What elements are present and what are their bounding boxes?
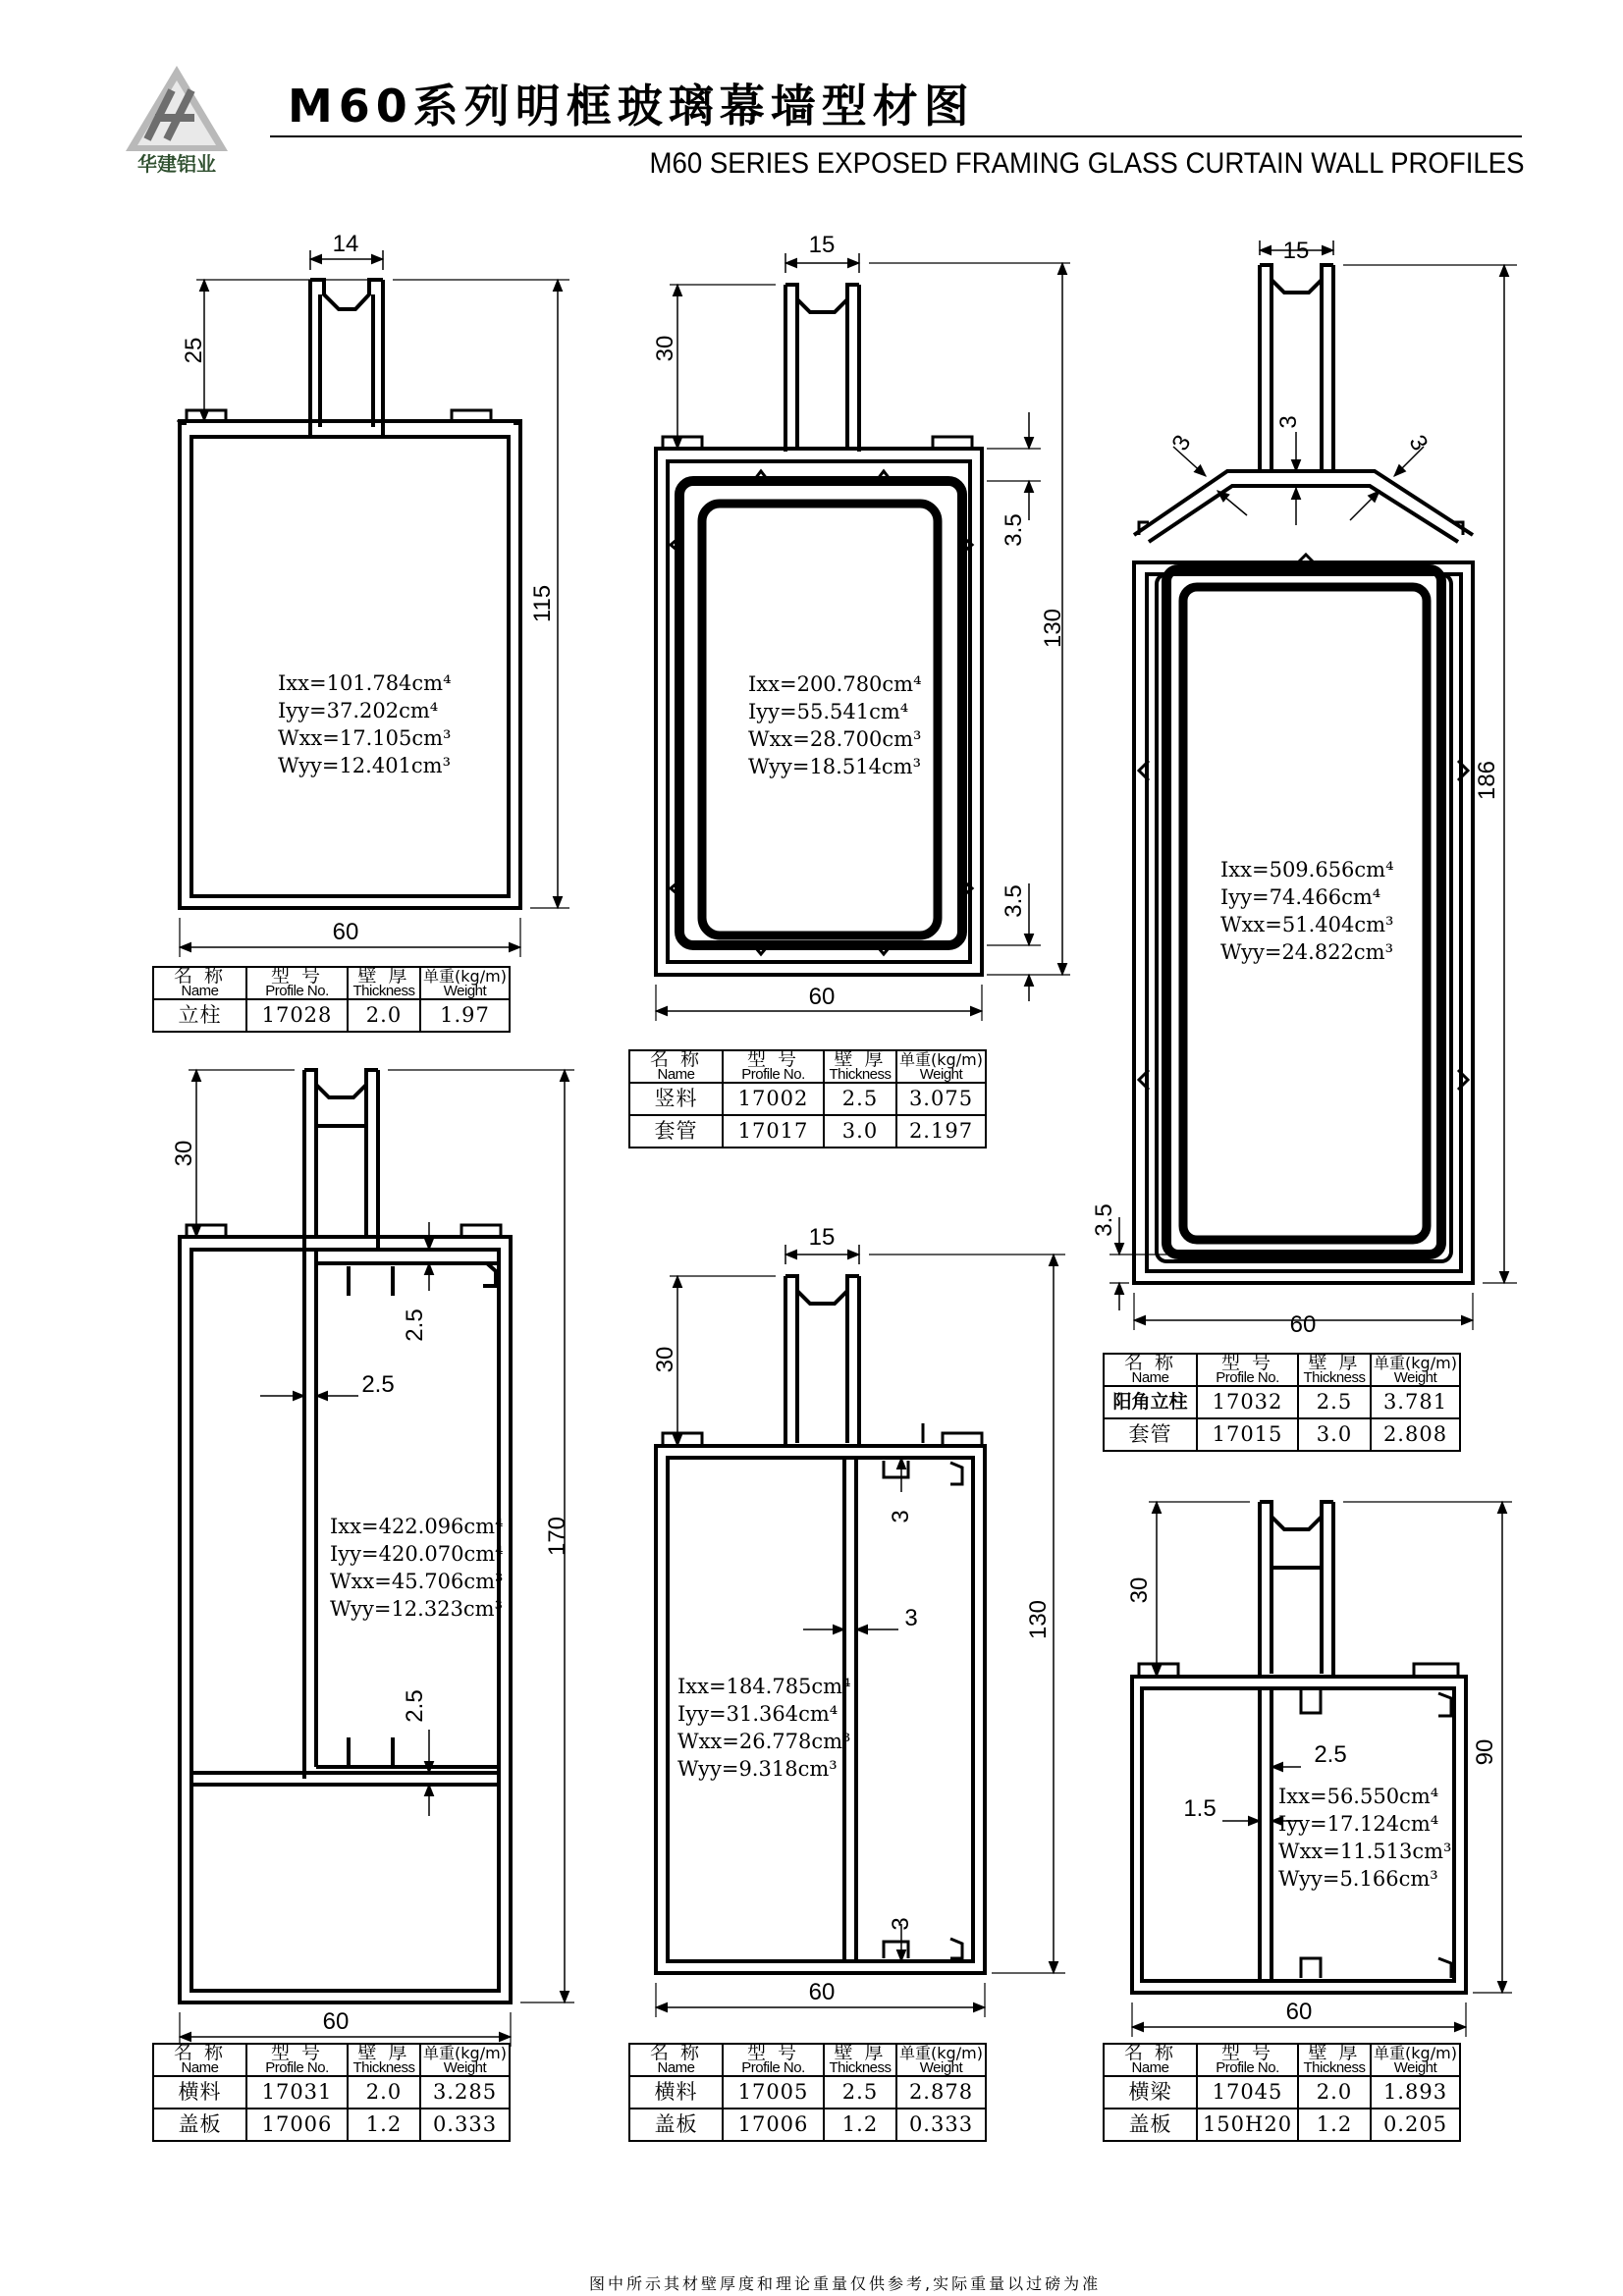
cell-weight: 2.878 (896, 2076, 986, 2109)
header-thickness-cn: 壁 厚 (834, 2041, 887, 2063)
dim-stem-height: 30 (652, 335, 678, 362)
table-row (1104, 2076, 1460, 2109)
cell-weight: 3.285 (420, 2076, 510, 2109)
cell-thickness: 3.0 (1298, 1418, 1371, 1451)
cell-thickness: 3.0 (824, 1115, 896, 1148)
cell-profile-no: 17005 (723, 2076, 824, 2109)
cell-thickness: 2.5 (824, 1083, 896, 1115)
header-name-en: Name (1131, 2058, 1169, 2076)
dim-top-width: 14 (332, 231, 359, 257)
header-thickness-cn: 壁 厚 (357, 964, 410, 987)
header-thickness-cn: 壁 厚 (834, 1047, 887, 1070)
header-name-en: Name (181, 982, 219, 999)
prop-wxx: Wxx=51.404cm³ (1220, 913, 1394, 936)
header-profile-cn: 型 号 (746, 1047, 800, 1070)
header-name-cn: 名 称 (649, 1047, 703, 1070)
header-weight-cn: 单重(kg/m) (1374, 2043, 1457, 2062)
dim-width: 60 (808, 1979, 836, 2005)
dim-wall-top: 3 (888, 1510, 914, 1523)
header-weight-en: Weight (1393, 1368, 1437, 1386)
dim-gap: 3.5 (1091, 1203, 1117, 1237)
header-name-cn: 名 称 (1123, 1351, 1177, 1373)
cell-name: 盖板 (153, 2109, 246, 2141)
header-profile-cn: 型 号 (1220, 2041, 1274, 2063)
cell-profile-no: 150H20 (1197, 2109, 1298, 2141)
dim-top-width: 15 (808, 1224, 836, 1251)
spec-table-17028 (152, 966, 511, 1033)
prop-iyy: Iyy=55.541cm⁴ (748, 700, 909, 723)
dim-top-width: 15 (1282, 238, 1310, 264)
header-weight-cn: 单重(kg/m) (423, 2043, 507, 2062)
cell-profile-no: 17028 (246, 999, 348, 1032)
prop-wyy: Wyy=12.323cm³ (330, 1597, 504, 1621)
header-thickness-en: Thickness (1303, 1368, 1366, 1386)
table-row (153, 999, 510, 1032)
header-name-en: Name (657, 2058, 695, 2076)
header-thickness-en: Thickness (1303, 2058, 1366, 2076)
header-thickness-en: Thickness (829, 2058, 892, 2076)
table-row (1104, 2109, 1460, 2141)
header-thickness-en: Thickness (352, 2058, 415, 2076)
dim-width: 60 (808, 984, 836, 1010)
section-properties-17005 (677, 1675, 851, 1781)
dim-total-height: 170 (544, 1516, 570, 1557)
cell-profile-no: 17032 (1197, 1386, 1298, 1418)
cell-name: 套管 (1104, 1418, 1197, 1451)
cell-weight: 1.893 (1371, 2076, 1460, 2109)
prop-wxx: Wxx=26.778cm³ (677, 1730, 851, 1753)
cell-name: 套管 (629, 1115, 723, 1148)
dim-wall-left: 1.5 (1183, 1795, 1217, 1822)
dim-top-width: 15 (808, 232, 836, 258)
header-profile-en: Profile No. (265, 982, 329, 999)
prop-iyy: Iyy=37.202cm⁴ (278, 699, 439, 722)
table-row (153, 2109, 510, 2141)
table-row (153, 2076, 510, 2109)
dim-total-height: 130 (1040, 608, 1066, 649)
dim-wall-mid: 2.5 (361, 1371, 395, 1398)
dim-width: 60 (322, 2008, 350, 2035)
dim-width: 60 (1289, 1311, 1317, 1338)
cell-thickness: 2.5 (1298, 1386, 1371, 1418)
header-weight-en: Weight (919, 1065, 963, 1083)
header-weight-cn: 单重(kg/m) (899, 1049, 983, 1069)
cell-name: 竖料 (629, 1083, 723, 1115)
profile-17005-drawing (656, 1245, 1065, 2017)
dim-wall-right: 3 (1403, 430, 1434, 455)
dim-wall-mid: 3 (904, 1605, 918, 1631)
cell-profile-no: 17017 (723, 1115, 824, 1148)
dim-stem-height: 30 (1126, 1576, 1153, 1604)
header-thickness-en: Thickness (829, 1065, 892, 1083)
prop-ixx: Ixx=200.780cm⁴ (748, 672, 922, 696)
cell-weight: 1.97 (420, 999, 510, 1032)
section-properties-17032 (1220, 858, 1394, 964)
section-properties-17045 (1278, 1785, 1451, 1891)
cell-thickness: 2.0 (1298, 2076, 1371, 2109)
header-profile-cn: 型 号 (746, 2041, 800, 2063)
header-weight-en: Weight (443, 2058, 487, 2076)
dim-stem-height: 30 (652, 1346, 678, 1373)
prop-ixx: Ixx=509.656cm⁴ (1220, 858, 1394, 881)
header-thickness-cn: 壁 厚 (1308, 2041, 1361, 2063)
spec-table-17005 (628, 2043, 987, 2142)
dim-wall-mid: 3 (1275, 415, 1302, 429)
cell-profile-no: 17006 (723, 2109, 824, 2141)
cell-name: 阳角立柱 (1104, 1386, 1197, 1418)
dim-total-height: 130 (1025, 1599, 1052, 1640)
section-properties-17031 (330, 1515, 504, 1621)
cell-name: 横梁 (1104, 2076, 1197, 2109)
header-profile-en: Profile No. (741, 2058, 805, 2076)
cell-name: 盖板 (1104, 2109, 1197, 2141)
prop-wyy: Wyy=24.822cm³ (1220, 940, 1394, 964)
dim-total-height: 90 (1472, 1738, 1498, 1766)
profile-17032-drawing (1109, 240, 1517, 1330)
header-profile-en: Profile No. (265, 2058, 329, 2076)
header-profile-en: Profile No. (1216, 2058, 1279, 2076)
spec-table-17002 (628, 1049, 987, 1148)
section-properties-17002 (748, 672, 922, 778)
profile-17028-drawing (177, 250, 569, 957)
header-weight-en: Weight (443, 982, 487, 999)
header-thickness-en: Thickness (352, 982, 415, 999)
header-weight-en: Weight (919, 2058, 963, 2076)
header-name-en: Name (181, 2058, 219, 2076)
spec-table-17045 (1103, 2043, 1461, 2142)
cell-thickness: 2.5 (824, 2076, 896, 2109)
prop-wxx: Wxx=45.706cm³ (330, 1570, 504, 1593)
cell-thickness: 2.0 (348, 2076, 420, 2109)
dim-total-height: 115 (529, 584, 556, 623)
cell-thickness: 1.2 (824, 2109, 896, 2141)
header-profile-cn: 型 号 (270, 2041, 324, 2063)
cell-weight: 3.781 (1371, 1386, 1460, 1418)
header-profile-cn: 型 号 (1220, 1351, 1274, 1373)
table-row (629, 2076, 986, 2109)
cell-profile-no: 17045 (1197, 2076, 1298, 2109)
cell-profile-no: 17015 (1197, 1418, 1298, 1451)
cell-thickness: 2.0 (348, 999, 420, 1032)
header-name-cn: 名 称 (173, 964, 227, 987)
cell-weight: 2.808 (1371, 1418, 1460, 1451)
prop-wyy: Wyy=9.318cm³ (677, 1757, 838, 1781)
header-thickness-cn: 壁 厚 (357, 2041, 410, 2063)
prop-iyy: Iyy=74.466cm⁴ (1220, 885, 1381, 909)
header-weight-cn: 单重(kg/m) (423, 966, 507, 986)
dim-stem-height: 25 (181, 337, 207, 364)
cell-weight: 0.205 (1371, 2109, 1460, 2141)
prop-ixx: Ixx=184.785cm⁴ (677, 1675, 851, 1698)
header-profile-en: Profile No. (741, 1065, 805, 1083)
dim-stem-height: 30 (171, 1140, 197, 1167)
logo-text: 华建铝业 (137, 152, 216, 176)
cell-weight: 2.197 (896, 1115, 986, 1148)
prop-ixx: Ixx=422.096cm⁴ (330, 1515, 504, 1538)
dim-wall-bottom: 2.5 (402, 1689, 428, 1723)
prop-wyy: Wyy=12.401cm³ (278, 754, 452, 777)
dim-wall-left: 3 (1166, 430, 1197, 455)
dim-gap-bottom: 3.5 (1001, 884, 1027, 918)
header-weight-cn: 单重(kg/m) (1374, 1353, 1457, 1372)
cell-weight: 0.333 (896, 2109, 986, 2141)
prop-wyy: Wyy=18.514cm³ (748, 755, 922, 778)
cell-profile-no: 17002 (723, 1083, 824, 1115)
cell-weight: 3.075 (896, 1083, 986, 1115)
spec-table-17032 (1103, 1353, 1461, 1452)
dim-width: 60 (1285, 1999, 1313, 2025)
dim-wall-right: 2.5 (1314, 1741, 1347, 1768)
cell-weight: 0.333 (420, 2109, 510, 2141)
cell-name: 立柱 (153, 999, 246, 1032)
profile-17045-drawing (1132, 1502, 1512, 2037)
header-name-en: Name (1131, 1368, 1169, 1386)
header-name-cn: 名 称 (1123, 2041, 1177, 2063)
cell-profile-no: 17006 (246, 2109, 348, 2141)
prop-wxx: Wxx=17.105cm³ (278, 726, 452, 750)
page-title-cn: M60系列明框玻璃幕墙型材图 (288, 80, 975, 133)
header-name-cn: 名 称 (173, 2041, 227, 2063)
header-weight-en: Weight (1393, 2058, 1437, 2076)
dim-gap-top: 3.5 (1001, 513, 1027, 547)
header-name-en: Name (657, 1065, 695, 1083)
footnote: 图中所示其材壁厚度和理论重量仅供参考,实际重量以过磅为准 (589, 2274, 1102, 2293)
header-profile-en: Profile No. (1216, 1368, 1279, 1386)
table-row (629, 1083, 986, 1115)
header-thickness-cn: 壁 厚 (1308, 1351, 1361, 1373)
prop-wxx: Wxx=11.513cm³ (1278, 1840, 1452, 1863)
section-properties-17028 (278, 671, 452, 777)
cell-name: 横料 (153, 2076, 246, 2109)
prop-iyy: Iyy=17.124cm⁴ (1278, 1812, 1439, 1836)
dim-width: 60 (332, 919, 359, 945)
prop-iyy: Iyy=420.070cm⁴ (330, 1542, 504, 1566)
prop-ixx: Ixx=56.550cm⁴ (1278, 1785, 1439, 1808)
cell-name: 横料 (629, 2076, 723, 2109)
table-row (629, 1115, 986, 1148)
table-row (629, 2109, 986, 2141)
cell-profile-no: 17031 (246, 2076, 348, 2109)
cell-name: 盖板 (629, 2109, 723, 2141)
cell-thickness: 1.2 (1298, 2109, 1371, 2141)
prop-iyy: Iyy=31.364cm⁴ (677, 1702, 839, 1726)
dim-total-height: 186 (1474, 760, 1500, 801)
prop-ixx: Ixx=101.784cm⁴ (278, 671, 452, 695)
table-row (1104, 1418, 1460, 1451)
header-weight-cn: 单重(kg/m) (899, 2043, 983, 2062)
dim-wall-bottom: 3 (888, 1917, 914, 1931)
prop-wxx: Wxx=28.700cm³ (748, 727, 922, 751)
header-name-cn: 名 称 (649, 2041, 703, 2063)
prop-wyy: Wyy=5.166cm³ (1278, 1867, 1438, 1891)
table-row (1104, 1386, 1460, 1418)
header-profile-cn: 型 号 (270, 964, 324, 987)
page-title-en: M60 SERIES EXPOSED FRAMING GLASS CURTAIN WALL PROFILES (649, 147, 1525, 180)
spec-table-17031 (152, 2043, 511, 2142)
dim-wall-top: 2.5 (402, 1308, 428, 1342)
cell-thickness: 1.2 (348, 2109, 420, 2141)
